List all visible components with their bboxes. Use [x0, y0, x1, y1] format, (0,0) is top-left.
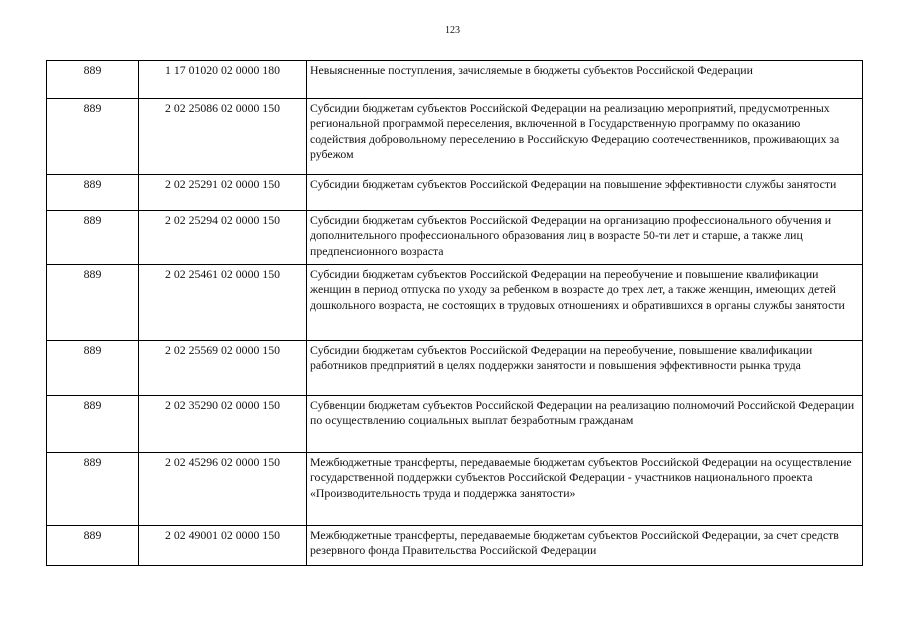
table-row: [47, 175, 863, 211]
admin-code-cell: 889: [47, 526, 139, 566]
admin-code-cell: 889: [47, 99, 139, 175]
page-number: 123: [445, 25, 460, 36]
table-row: [47, 61, 863, 99]
table-row: [47, 211, 863, 265]
table-row: [47, 265, 863, 341]
budget-code-cell: 2 02 25569 02 0000 150: [139, 341, 307, 396]
table-row: [47, 99, 863, 175]
admin-code-cell: 889: [47, 175, 139, 211]
budget-code-cell: 2 02 25294 02 0000 150: [139, 211, 307, 265]
budget-classification-table: [46, 60, 863, 566]
admin-code-cell: 889: [47, 211, 139, 265]
budget-code-cell: 2 02 25086 02 0000 150: [139, 99, 307, 175]
table-row: [47, 453, 863, 526]
budget-code-cell: 2 02 25291 02 0000 150: [139, 175, 307, 211]
table-row: [47, 526, 863, 566]
admin-code-cell: 889: [47, 265, 139, 341]
budget-code-cell: 2 02 25461 02 0000 150: [139, 265, 307, 341]
table-row: [47, 341, 863, 396]
table-row: [47, 396, 863, 453]
budget-code-cell: 2 02 35290 02 0000 150: [139, 396, 307, 453]
admin-code-cell: 889: [47, 396, 139, 453]
admin-code-cell: 889: [47, 61, 139, 99]
budget-code-cell: 2 02 45296 02 0000 150: [139, 453, 307, 526]
description-cell: Субсидии бюджетам субъектов Российской Федерации на повышение эффективности службы занятости: [307, 175, 863, 211]
description-cell: Субсидии бюджетам субъектов Российской Федерации на переобучение, повышение квалификации работников предприятий в целях поддержки занятости и повышения эффективности рынка труда: [307, 341, 863, 396]
admin-code-cell: 889: [47, 453, 139, 526]
admin-code-cell: 889: [47, 341, 139, 396]
budget-code-cell: 2 02 49001 02 0000 150: [139, 526, 307, 566]
description-cell: Субсидии бюджетам субъектов Российской Федерации на реализацию мероприятий, предусмотренных региональной программой переселения, включенной в Государственную программу по оказанию содействия добровольному переселению в Российскую Федерацию соотечественников, проживающих за рубежом: [307, 99, 863, 175]
description-cell: Невыясненные поступления, зачисляемые в бюджеты субъектов Российской Федерации: [307, 61, 863, 99]
description-cell: Субвенции бюджетам субъектов Российской Федерации на реализацию полномочий Российской Федерации по осуществлению социальных выплат безработным гражданам: [307, 396, 863, 453]
description-cell: Субсидии бюджетам субъектов Российской Федерации на переобучение и повышение квалификации женщин в период отпуска по уходу за ребенком в возрасте до трех лет, а также женщин, имеющих детей дошкольного возраста, не состоящих в трудовых отношениях и обратившихся в органы службы занятости: [307, 265, 863, 341]
description-cell: Межбюджетные трансферты, передаваемые бюджетам субъектов Российской Федерации на осуществление государственной поддержки субъектов Российской Федерации - участников национального проекта «Производительность труда и поддержка занятости»: [307, 453, 863, 526]
budget-code-cell: 1 17 01020 02 0000 180: [139, 61, 307, 99]
description-cell: Межбюджетные трансферты, передаваемые бюджетам субъектов Российской Федерации, за счет средств резервного фонда Правительства Российской Федерации: [307, 526, 863, 566]
description-cell: Субсидии бюджетам субъектов Российской Федерации на организацию профессионального обучения и дополнительного профессионального образования лиц в возрасте 50-ти лет и старше, а также лиц предпенсионного возраста: [307, 211, 863, 265]
